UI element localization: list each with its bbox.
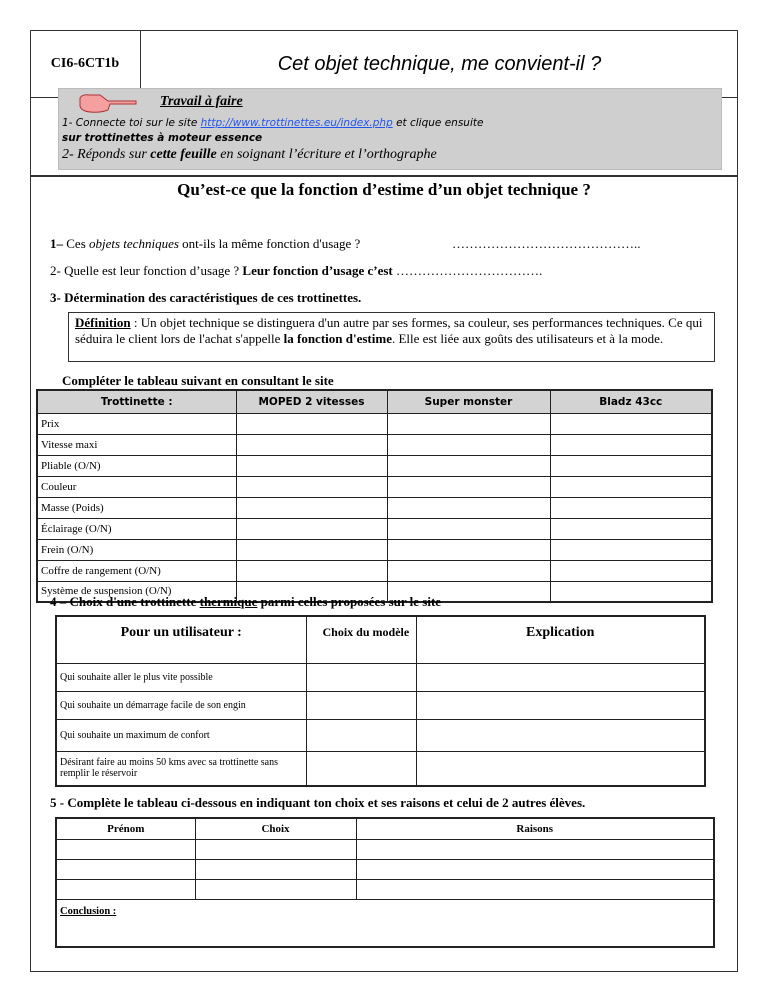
cell[interactable] (387, 455, 550, 476)
table-row (37, 413, 712, 434)
row-label: Éclairage (O/N) (37, 518, 236, 539)
task-line-1b: sur trottinettes à moteur essence (62, 132, 263, 144)
task-text: 2- Réponds sur (62, 147, 151, 162)
pointing-hand-icon (78, 92, 138, 114)
table-header-row (56, 616, 705, 663)
definition-label: Définition (75, 315, 131, 330)
cell[interactable] (416, 691, 705, 719)
table-row (37, 476, 712, 497)
col-header: MOPED 2 vitesses (236, 390, 387, 413)
cell[interactable] (236, 518, 387, 539)
task-line-2 (62, 147, 437, 163)
cell[interactable] (356, 859, 714, 879)
definition-text: . Elle est liée aux goûts des utilisateurs et à la mode. (391, 331, 664, 346)
q-text: 4 – Choix d'une trottinette (50, 594, 200, 609)
table-row (37, 539, 712, 560)
question-5: 5 - Complète le tableau ci-dessous en indiquant ton choix et ses raisons et celui de 2 autres élèves. (50, 795, 586, 810)
answer-dots-1[interactable]: …………………………………….. (452, 236, 641, 251)
q-text: 2- Quelle est leur fonction d’usage ? (50, 263, 243, 278)
cell[interactable] (236, 560, 387, 581)
answer-dots-2[interactable]: ……………………………. (392, 263, 543, 278)
q-text: Ces (63, 236, 89, 251)
table-row (37, 434, 712, 455)
cell[interactable] (236, 497, 387, 518)
table-row (56, 691, 705, 719)
task-bold: cette feuille (150, 147, 217, 162)
definition-bold: la fonction d'estime (283, 331, 392, 346)
q-italic: objets techniques (89, 236, 179, 251)
section-title: Qu’est-ce que la fonction d’estime d’un objet technique ? (177, 180, 591, 199)
col-header: Prénom (56, 818, 195, 839)
question-3: 3- Détermination des caractéristiques de ces trottinettes. (50, 290, 362, 305)
table-row (37, 560, 712, 581)
task-line-1 (62, 117, 483, 129)
q-bold: Leur fonction d’usage c’est (242, 263, 393, 278)
cell[interactable] (306, 751, 416, 786)
row-label: Désirant faire au moins 50 kms avec sa trottinette sans remplir le réservoir (56, 751, 306, 786)
cell[interactable] (306, 663, 416, 691)
choice-table (55, 615, 706, 787)
cell[interactable] (387, 476, 550, 497)
conclusion-row (56, 899, 714, 947)
col-header: Bladz 43cc (550, 390, 712, 413)
col-header: Choix du modèle (306, 616, 416, 663)
table-row (56, 839, 714, 859)
col-header: Pour un utilisateur : (56, 616, 306, 663)
cell[interactable] (550, 413, 712, 434)
characteristics-table (36, 389, 713, 603)
cell[interactable] (56, 859, 195, 879)
task-text: 1- Connecte toi sur le site (62, 117, 201, 129)
question-1 (50, 236, 360, 252)
cell[interactable] (387, 497, 550, 518)
doc-title: Cet objet technique, me convient-il ? (277, 52, 602, 75)
site-link[interactable]: http://www.trottinettes.eu/index.php (200, 117, 393, 129)
definition-box (68, 312, 715, 362)
table-row (56, 879, 714, 899)
cell[interactable] (416, 663, 705, 691)
table-row (37, 518, 712, 539)
doc-code: CI6-6CT1b (30, 30, 141, 98)
conclusion-label[interactable]: Conclusion : (56, 899, 714, 947)
cell[interactable] (550, 476, 712, 497)
q-text: ont-ils la même fonction d'usage ? (178, 236, 361, 251)
table-header-row (56, 818, 714, 839)
cell[interactable] (416, 751, 705, 786)
table-row (56, 663, 705, 691)
cell[interactable] (550, 560, 712, 581)
cell[interactable] (195, 879, 356, 899)
col-header: Choix (195, 818, 356, 839)
table-row (37, 455, 712, 476)
col-header: Raisons (356, 818, 714, 839)
q-underline: thermique (199, 594, 258, 609)
cell[interactable] (550, 539, 712, 560)
cell[interactable] (550, 434, 712, 455)
table-row (37, 497, 712, 518)
cell[interactable] (306, 691, 416, 719)
row-label: Prix (37, 413, 236, 434)
cell[interactable] (195, 839, 356, 859)
q-text: parmi celles proposées sur le site (257, 594, 442, 609)
row-label: Masse (Poids) (37, 497, 236, 518)
table-row (56, 859, 714, 879)
row-label: Coffre de rangement (O/N) (37, 560, 236, 581)
cell[interactable] (387, 434, 550, 455)
table1-caption: Compléter le tableau suivant en consultant le site (62, 373, 334, 388)
cell[interactable] (550, 581, 712, 602)
row-label: Qui souhaite un maximum de confort (56, 719, 306, 751)
cell[interactable] (550, 455, 712, 476)
cell[interactable] (56, 879, 195, 899)
col-header: Super monster (387, 390, 550, 413)
cell[interactable] (356, 839, 714, 859)
row-label: Qui souhaite aller le plus vite possible (56, 663, 306, 691)
row-label: Couleur (37, 476, 236, 497)
col-header: Explication (416, 616, 705, 663)
cell[interactable] (416, 719, 705, 751)
row-label: Système de suspension (O/N) (37, 581, 236, 602)
cell[interactable] (356, 879, 714, 899)
cell[interactable] (387, 539, 550, 560)
q-num: 1– (50, 236, 63, 251)
cell[interactable] (56, 839, 195, 859)
task-heading: Travail à faire (160, 94, 243, 109)
students-table (55, 817, 715, 948)
cell[interactable] (550, 497, 712, 518)
task-text: en soignant l’écriture et l’orthographe (216, 147, 437, 162)
table-header-row (37, 390, 712, 413)
cell[interactable] (306, 719, 416, 751)
cell[interactable] (236, 413, 387, 434)
row-label: Frein (O/N) (37, 539, 236, 560)
cell[interactable] (387, 560, 550, 581)
cell[interactable] (550, 518, 712, 539)
cell[interactable] (236, 539, 387, 560)
cell[interactable] (236, 455, 387, 476)
col-header: Trottinette : (37, 390, 236, 413)
cell[interactable] (236, 434, 387, 455)
cell[interactable] (387, 518, 550, 539)
question-2 (50, 263, 542, 279)
definition-text: : Un objet technique se distinguera d'un autre par ses formes, sa couleur, ses performances techniques. Ce qui séduira le client lors de l'achat s'appelle (75, 315, 703, 346)
cell[interactable] (236, 476, 387, 497)
row-label: Pliable (O/N) (37, 455, 236, 476)
cell[interactable] (387, 413, 550, 434)
cell[interactable] (195, 859, 356, 879)
table-row (56, 751, 705, 786)
row-label: Qui souhaite un démarrage facile de son engin (56, 691, 306, 719)
table-row (56, 719, 705, 751)
divider (30, 175, 738, 177)
row-label: Vitesse maxi (37, 434, 236, 455)
question-4 (50, 594, 441, 610)
task-text: et clique ensuite (392, 117, 484, 129)
